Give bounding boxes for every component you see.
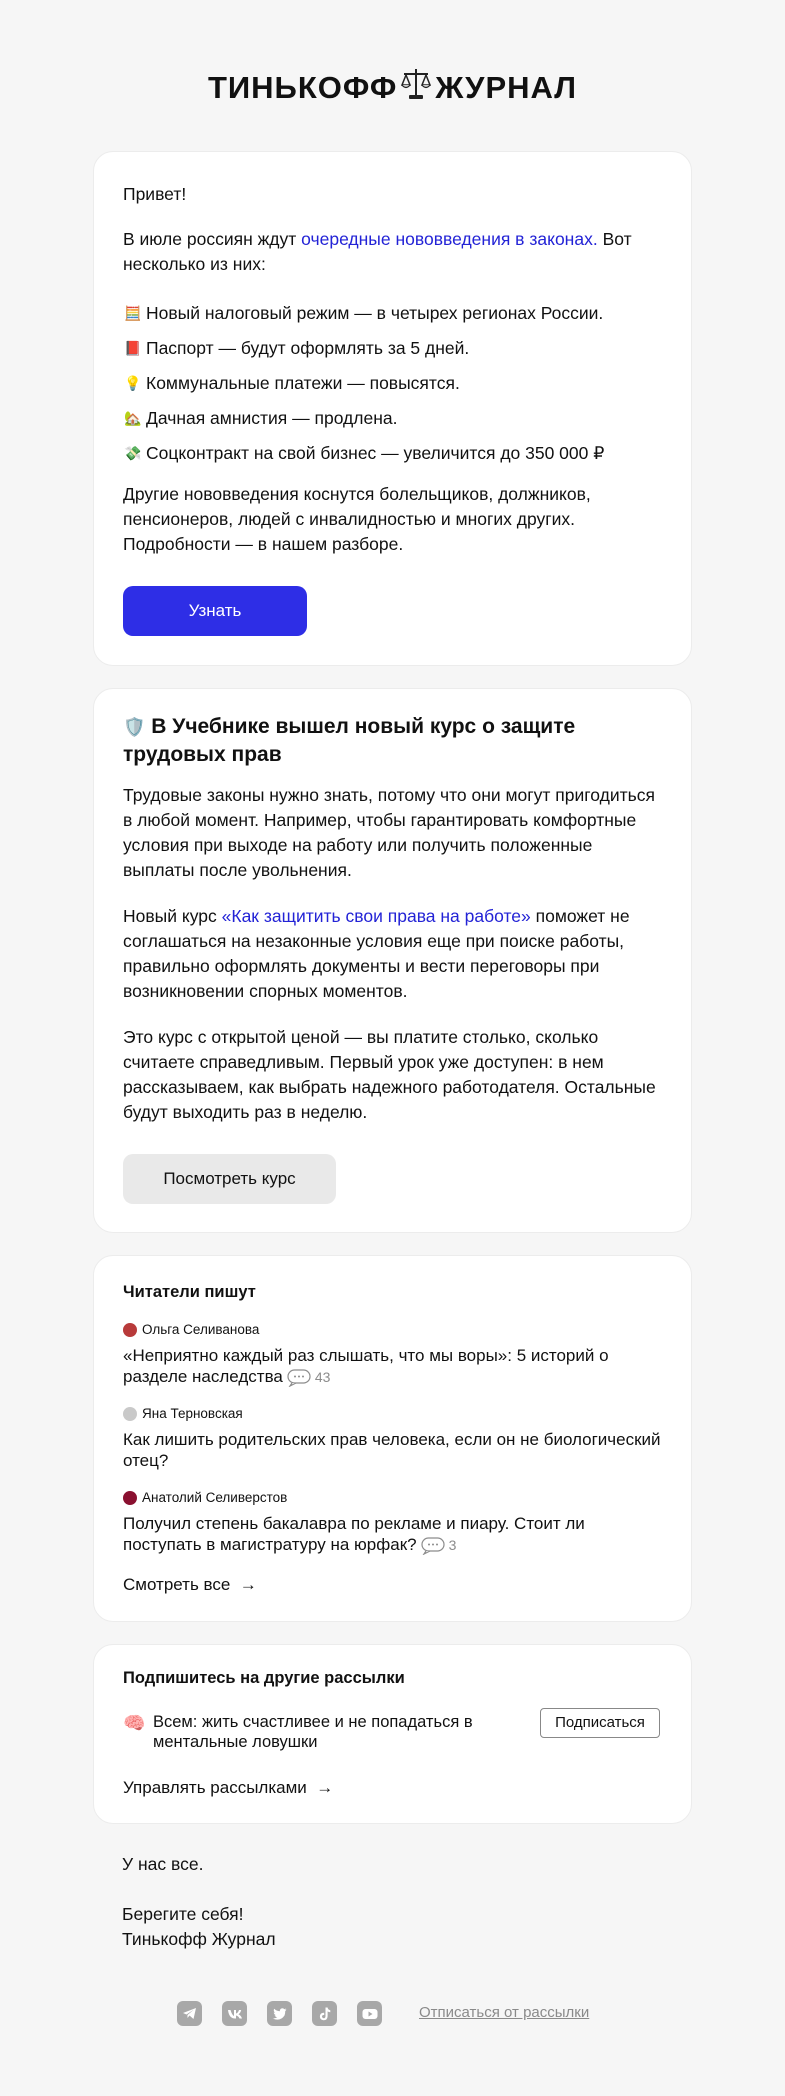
subscribe-button[interactable]: Подписаться [540,1708,660,1738]
avatar [123,1323,137,1337]
news-card [93,151,692,666]
newsletter-description: Всем: жить счастливее и не попадаться в ментальные ловушки [153,1713,473,1751]
course-title [123,713,623,768]
twitter-icon[interactable] [267,2001,292,2026]
list-item-text: Паспорт — будут оформлять за 5 дней. [146,338,470,358]
list-item-text: Новый налоговый режим — в четырех регионах России. [146,303,604,323]
author-name: Анатолий Селиверстов [142,1490,288,1505]
avatar [123,1491,137,1505]
news-intro [123,227,643,277]
view-course-button[interactable]: Посмотреть курс [123,1154,336,1204]
course-title-text: В Учебнике вышел новый курс о защите трудовых прав [123,715,576,766]
greeting: Привет! [123,184,187,204]
footer-signature: Тинькофф Журнал [122,1929,276,1949]
arrow-right-icon: → [239,1575,257,1594]
subscribe-card [93,1644,692,1824]
subscribe-title: Подпишитесь на другие рассылки [123,1669,405,1687]
list-item [123,331,604,366]
course-p3: Это курс с открытой ценой — вы платите столько, сколько считаете справедливым. Первый урок уже доступен: в нем рассказываем, как выбрать надежного работодателя. Остальные будут выходить раз в неделю. [123,1027,656,1122]
youtube-icon[interactable] [357,2001,382,2026]
list-item [123,436,604,471]
learn-button[interactable]: Узнать [123,586,307,636]
course-p2-text-end: поможет не соглашаться на незаконные условия еще при поиске работы, правильно оформлять документы и вести переговоры при возникновении спорных моментов. [123,906,630,1001]
footer-line-2: Берегите себя! [122,1904,244,1924]
tiktok-icon[interactable] [312,2001,337,2026]
news-outro: Другие нововведения коснутся болельщиков, должников, пенсионеров, людей с инвалидностью и многих других. Подробности — в нашем разборе. [123,484,591,554]
post-title[interactable] [123,1345,623,1388]
list-item-text: Соцконтракт на свой бизнес — увеличится до 350 000 ₽ [146,443,605,463]
list-item [123,296,604,331]
course-link[interactable]: «Как защитить свои права на работе» [221,906,531,926]
scales-icon [401,67,431,113]
comment-number: 43 [314,1369,331,1386]
see-all-label: Смотреть все [123,1575,231,1594]
comment-count [417,1535,457,1556]
telegram-icon[interactable] [177,2001,202,2026]
author-name: Ольга Селиванова [142,1322,260,1337]
vk-icon[interactable] [222,2001,247,2026]
arrow-right-icon: → [316,1778,334,1797]
logo-text-right: ЖУРНАЛ [435,70,578,105]
intro-text: В июле россиян ждут [123,229,302,249]
intro-text-end: Вот несколько из них: [123,229,632,274]
tinkoff-journal-logo[interactable] [0,66,785,113]
comment-icon [287,1369,311,1387]
bulb-icon: 💡 [124,375,142,391]
course-p2 [123,904,643,1004]
list-item [123,366,604,401]
post-title-text: «Неприятно каждый раз слышать, что мы воры»: 5 историй о разделе наследства [123,1346,609,1386]
manage-subscriptions-link[interactable] [123,1777,333,1799]
brain-icon: 🧠 [123,1713,146,1733]
book-icon: 📕 [124,340,142,356]
post-title[interactable] [123,1429,668,1471]
unsubscribe-link[interactable]: Отписаться от рассылки [419,2004,590,2021]
footer-line-1: У нас все. [122,1854,204,1874]
avatar [123,1407,137,1421]
shield-icon: 🛡️ [123,717,146,737]
readers-card [93,1255,692,1622]
comment-icon [421,1537,445,1555]
post-title-text: Получил степень бакалавра по рекламе и пиару. Стоит ли поступать в магистратуру на юрфак? [123,1514,585,1554]
course-p2-text: Новый курс [123,906,222,926]
list-item [123,401,604,436]
list-item-text: Коммунальные платежи — повысятся. [146,373,460,393]
abacus-icon: 🧮 [124,305,142,321]
post-author [123,1405,243,1423]
manage-label: Управлять рассылками [123,1778,307,1797]
house-icon: 🏡 [124,410,142,426]
post-title-text: Как лишить родительских прав человека, если он не биологический отец? [123,1430,661,1470]
course-card [93,688,692,1233]
laws-link[interactable]: очередные нововведения в законах. [301,229,598,249]
post-title[interactable] [123,1513,603,1556]
author-name: Яна Терновская [142,1406,243,1421]
comment-number: 3 [448,1537,457,1554]
readers-title: Читатели пишут [123,1283,256,1301]
post-author [123,1321,259,1339]
news-list [123,296,604,471]
logo-text-left: ТИНЬКОФФ [207,70,398,105]
course-p1: Трудовые законы нужно знать, потому что они могут пригодиться в любой момент. Например, чтобы гарантировать комфортные условия при выходе на работу или получить положенные выплаты после увольнения. [123,785,655,880]
money-icon: 💸 [124,445,142,461]
comment-count [283,1367,331,1388]
post-author [123,1489,287,1507]
list-item-text: Дачная амнистия — продлена. [146,408,398,428]
see-all-link[interactable] [123,1574,257,1596]
